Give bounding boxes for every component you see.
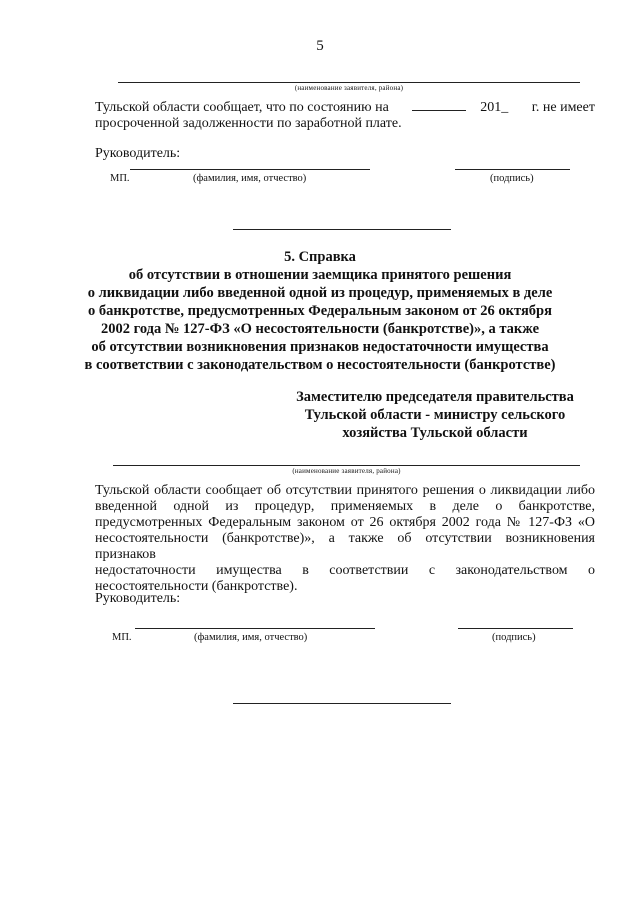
statement-text: Тульской области сообщает, что по состоянию на [95,100,389,115]
head-label: Руководитель: [95,591,181,606]
applicant-name-line [118,82,580,83]
section-divider [233,229,451,230]
addressee-line: Заместителю председателя правительства [296,389,574,405]
statement-line-2: просроченной задолженности по заработной плате. [95,116,402,131]
section-divider [233,703,451,704]
addressee-line: хозяйства Тульской области [342,425,528,441]
paragraph-line: несостоятельности (банкротстве)», а также об отсутствии возникновения признаков [95,531,595,562]
paragraph-line: Тульской области сообщает об отсутствии принятого решения о ликвидации либо [95,483,595,498]
paragraph-line: несостоятельности (банкротстве). [95,579,298,594]
addressee-line: Тульской области - министру сельского [304,407,566,423]
title-line: о ликвидации либо введенной одной из процедур, применяемых в деле [87,285,553,301]
title-line: 5. Справка [284,249,356,265]
statement-tail: г. не имеет [531,100,595,115]
stamp-label: МП. [112,632,132,643]
statement-paragraph [95,483,595,595]
signature-line [455,169,570,170]
addressee-block [270,388,600,442]
title-line: о банкротстве, предусмотренных Федеральным законом от 26 октября [88,303,552,319]
title-line: в соответствии с законодательством о несостоятельности (банкротстве) [84,357,556,373]
title-line: об отсутствии в отношении заемщика принятого решения [128,267,512,283]
fio-line [130,169,370,170]
fio-caption: (фамилия, имя, отчество) [194,632,308,643]
applicant-name-caption: (наименование заявителя, района) [294,84,404,92]
page-number: 5 [316,38,324,54]
title-line: 2002 года № 127-ФЗ «О несостоятельности (банкротстве)», а также [100,321,540,337]
paragraph-line: недостаточности имущества в соответствии с законодательством о [95,563,595,578]
section-title [40,248,600,374]
date-blank [412,110,466,111]
signature-caption: (подпись) [492,632,536,643]
stamp-label: МП. [110,173,130,184]
fio-line [135,628,375,629]
date-group [412,100,508,116]
year-text: 201_ [480,100,509,115]
fio-caption: (фамилия, имя, отчество) [193,173,307,184]
statement-line-1 [95,100,595,116]
applicant-name-line [113,465,580,466]
signature-line [458,628,573,629]
paragraph-line: предусмотренных Федеральным законом от 26 октября 2002 года № 127-ФЗ «О [95,515,595,530]
applicant-name-caption: (наименование заявителя, района) [292,467,401,475]
title-line: об отсутствии возникновения признаков недостаточности имущества [91,339,549,355]
head-label: Руководитель: [95,146,181,161]
signature-caption: (подпись) [490,173,534,184]
paragraph-line: введенной одной из процедур, применяемых в деле о банкротстве, [95,499,595,514]
